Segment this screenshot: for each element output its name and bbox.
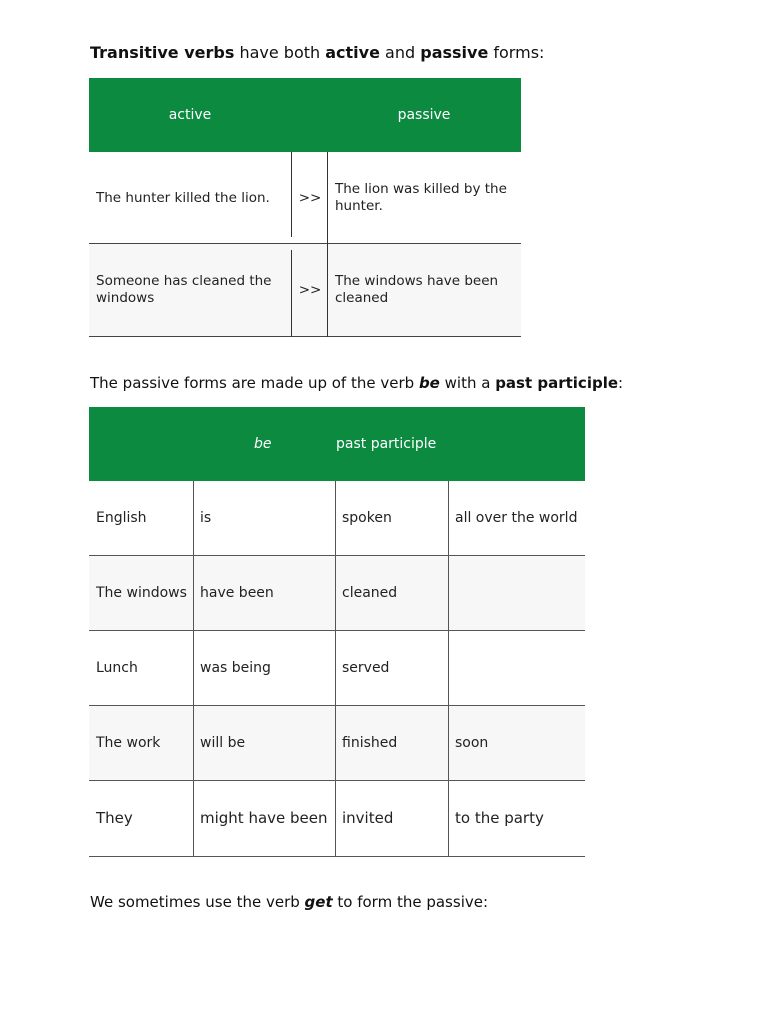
intro-bold-transitive: Transitive verbs <box>90 43 235 62</box>
arrow-cell: >> <box>298 281 322 298</box>
table-header <box>89 407 585 481</box>
intro-bold-active: active <box>325 43 380 62</box>
para2-text-2: with a <box>439 374 496 392</box>
participle-cell: served <box>342 659 390 676</box>
complement-cell: to the party <box>455 809 544 827</box>
para2-be: be <box>418 374 440 392</box>
intro-text-3: forms: <box>488 43 545 62</box>
intro-bold-passive: passive <box>420 43 489 62</box>
active-passive-table <box>89 78 521 337</box>
be-cell: was being <box>200 659 271 676</box>
participle-cell: cleaned <box>342 584 398 601</box>
para3-text-1: We sometimes use the verb <box>90 893 305 911</box>
header-active: active <box>168 107 212 123</box>
para2-text-3: : <box>618 374 624 392</box>
para3-text-2: to form the passive: <box>332 893 489 911</box>
complement-cell: soon <box>455 734 489 751</box>
table-row <box>89 706 585 781</box>
be-cell: will be <box>200 734 246 751</box>
be-cell: have been <box>200 584 274 601</box>
subject-cell: The work <box>96 734 161 751</box>
participle-cell: finished <box>342 734 398 751</box>
para3-get: get <box>304 893 333 911</box>
table-row <box>89 152 521 244</box>
column-divider <box>327 244 328 337</box>
passive-structure-table <box>89 407 585 857</box>
table-header <box>89 78 521 152</box>
para2-text-1: The passive forms are made up of the verb <box>90 374 419 392</box>
table-row <box>89 781 585 857</box>
column-divider <box>448 481 449 857</box>
be-cell: is <box>200 509 212 526</box>
table-row <box>89 556 585 631</box>
active-cell: Someone has cleaned the windows <box>96 273 272 306</box>
participle-cell: invited <box>342 809 394 827</box>
column-divider <box>291 152 292 237</box>
intro-text-1: have both <box>234 43 326 62</box>
subject-cell: They <box>96 809 133 827</box>
arrow-cell: >> <box>298 189 322 206</box>
subject-cell: Lunch <box>96 659 138 676</box>
table-row <box>89 481 585 556</box>
passive-cell: The windows have been cleaned <box>335 273 499 306</box>
intro-text-2: and <box>379 43 421 62</box>
header-be: be <box>254 436 272 452</box>
para2-past-participle: past participle <box>495 374 619 392</box>
intro-paragraph <box>90 42 544 64</box>
passive-forms-paragraph <box>90 373 623 393</box>
participle-cell: spoken <box>342 509 392 526</box>
be-cell: might have been <box>200 809 328 827</box>
subject-cell: English <box>96 509 147 526</box>
active-cell: The hunter killed the lion. <box>96 189 270 206</box>
complement-cell: all over the world <box>455 509 578 526</box>
passive-cell: The lion was killed by the hunter. <box>335 181 507 214</box>
column-divider <box>327 152 328 244</box>
subject-cell: The windows <box>96 584 187 601</box>
column-divider <box>291 250 292 337</box>
get-passive-paragraph <box>90 892 488 912</box>
column-divider <box>193 481 194 857</box>
header-passive: passive <box>397 107 451 123</box>
table-row <box>89 631 585 706</box>
header-past-participle: past participle <box>336 436 437 452</box>
column-divider <box>335 481 336 857</box>
table-row <box>89 244 521 337</box>
